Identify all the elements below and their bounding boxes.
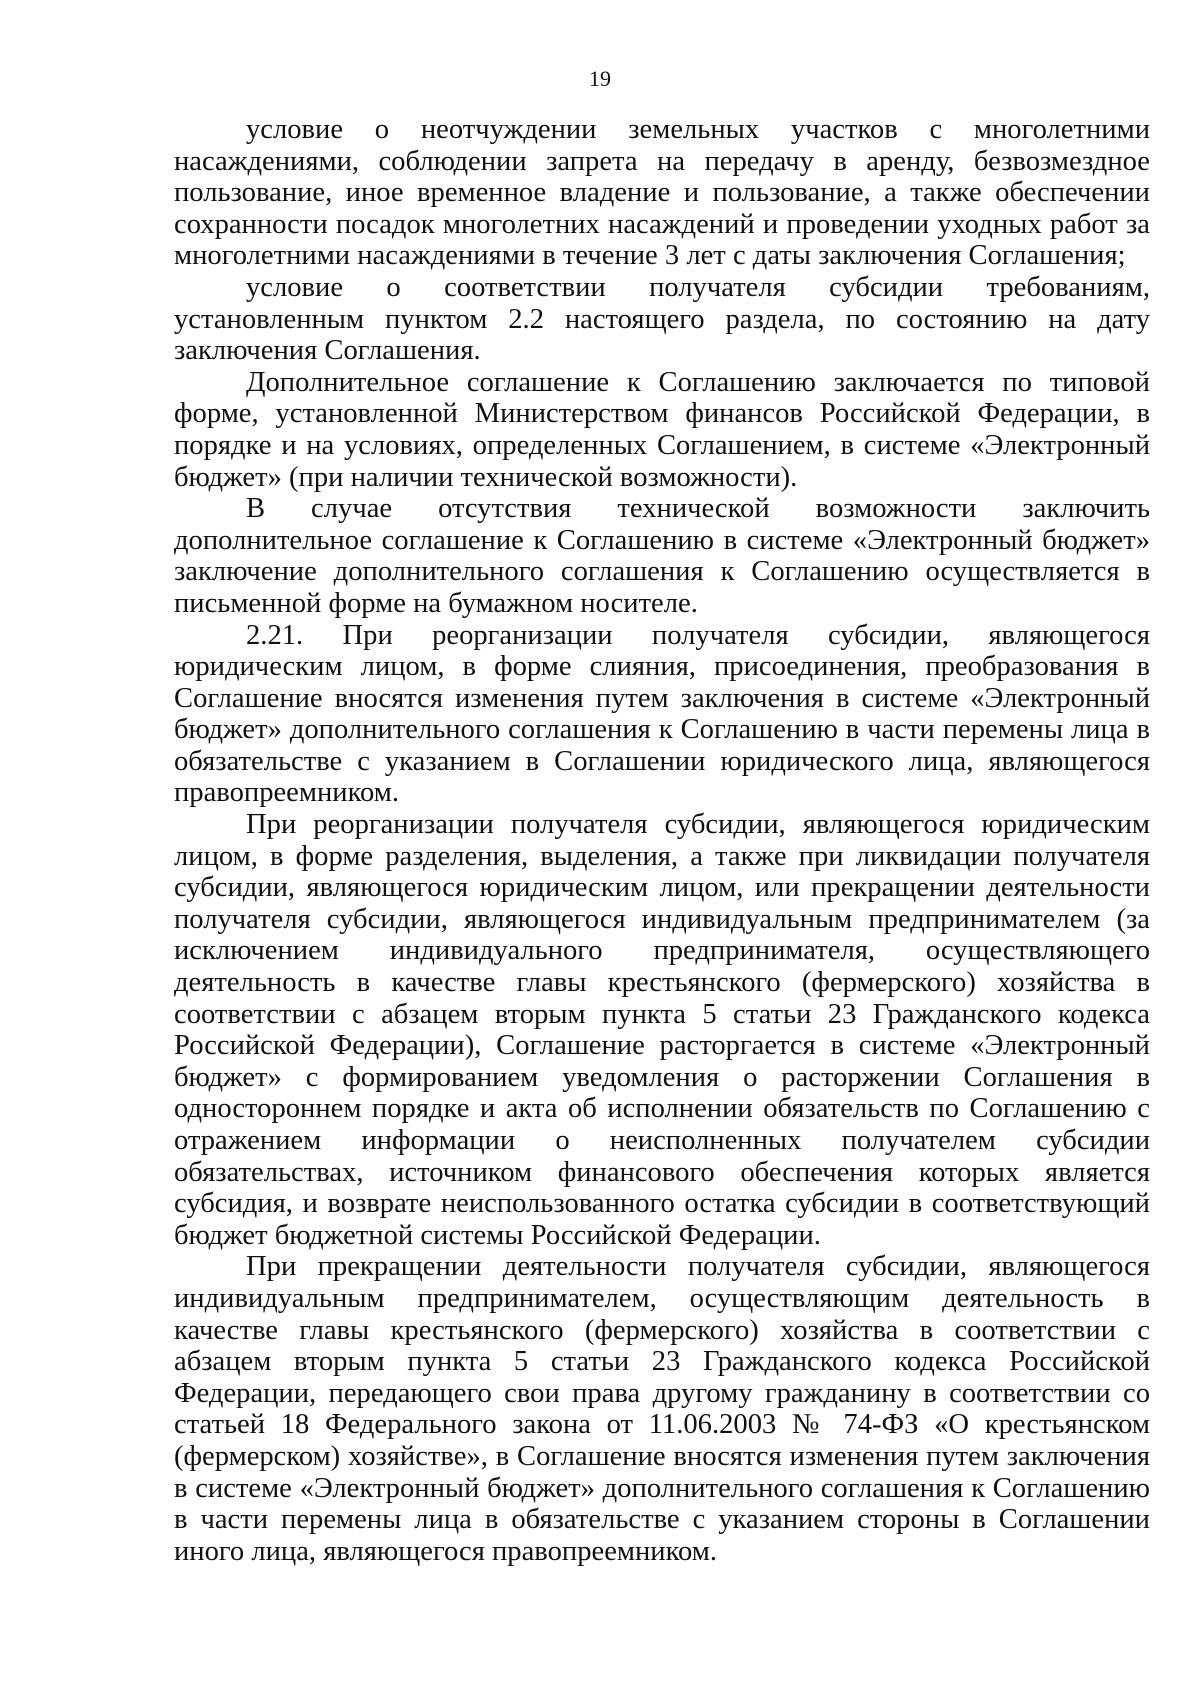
document-body bbox=[174, 114, 1150, 1567]
paragraph: условие о неотчуждении земельных участков с многолетними насаждениями, соблюдении запрета на передачу в аренду, безвозмездное пользование, иное временное владение и пользование, а также обеспечении сохранности посадок многолетних насаждений и проведении уходных работ за многолетними насаждениями в течение 3 лет с даты заключения Соглашения; bbox=[174, 114, 1150, 272]
page-number: 19 bbox=[589, 66, 611, 91]
paragraph: При прекращении деятельности получателя субсидии, являющегося индивидуальным предпринимателем, осуществляющим деятельность в качестве главы крестьянского (фермерского) хозяйства в соответствии с абзацем вторым пункта 5 статьи 23 Гражданского кодекса Российской Федерации, передающего свои права другому гражданину в соответствии со статьей 18 Федерального закона от 11.06.2003 № 74-ФЗ «О крестьянском (фермерском) хозяйстве», в Соглашение вносятся изменения путем заключения в системе «Электронный бюджет» дополнительного соглашения к Соглашению в части перемены лица в обязательстве с указанием стороны в Соглашении иного лица, являющегося правопреемником. bbox=[174, 1251, 1150, 1567]
paragraph: При реорганизации получателя субсидии, являющегося юридическим лицом, в форме разделения, выделения, а также при ликвидации получателя субсидии, являющегося юридическим лицом, или прекращении деятельности получателя субсидии, являющегося индивидуальным предпринимателем (за исключением индивидуального предпринимателя, осуществляющего деятельность в качестве главы крестьянского (фермерского) хозяйства в соответствии с абзацем вторым пункта 5 статьи 23 Гражданского кодекса Российской Федерации), Соглашение расторгается в системе «Электронный бюджет» с формированием уведомления о расторжении Соглашения в одностороннем порядке и акта об исполнении обязательств по Соглашению с отражением информации о неисполненных получателем субсидии обязательствах, источником финансового обеспечения которых является субсидия, и возврате неиспользованного остатка субсидии в соответствующий бюджет бюджетной системы Российской Федерации. bbox=[174, 809, 1150, 1251]
paragraph: В случае отсутствия технической возможности заключить дополнительное соглашение к Соглашению в системе «Электронный бюджет» заключение дополнительного соглашения к Соглашению осуществляется в письменной форме на бумажном носителе. bbox=[174, 493, 1150, 619]
paragraph: условие о соответствии получателя субсидии требованиям, установленным пунктом 2.2 настоящего раздела, по состоянию на дату заключения Соглашения. bbox=[174, 271, 1150, 367]
paragraph: Дополнительное соглашение к Соглашению заключается по типовой форме, установленной Министерством финансов Российской Федерации, в порядке и на условиях, определенных Соглашением, в системе «Электронный бюджет» (при наличии технической возможности). bbox=[174, 366, 1150, 493]
paragraph: 2.21. При реорганизации получателя субсидии, являющегося юридическим лицом, в форме слияния, присоединения, преобразования в Соглашение вносятся изменения путем заключения в системе «Электронный бюджет» дополнительного соглашения к Соглашению в части перемены лица в обязательстве с указанием в Соглашении юридического лица, являющегося правопреемником. bbox=[174, 619, 1150, 809]
